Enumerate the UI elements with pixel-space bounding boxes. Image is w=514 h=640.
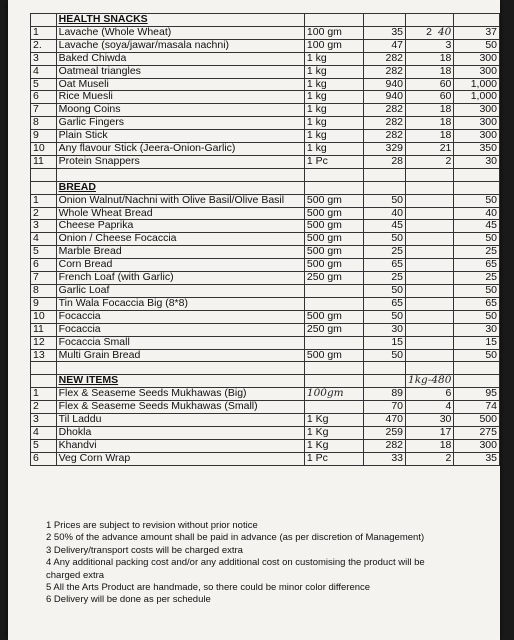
item-name: Flex & Seaseme Seeds Mukhawas (Small) — [56, 401, 304, 414]
item-total: 50 — [454, 39, 500, 52]
item-quantity: 1 kg — [304, 130, 363, 143]
empty-cell — [31, 362, 57, 375]
item-name: Baked Chiwda — [56, 52, 304, 65]
item-extra-value: 18 — [439, 52, 452, 64]
table-row — [31, 26, 500, 39]
item-extra-value: 18 — [439, 103, 452, 116]
item-total: 300 — [454, 104, 500, 117]
item-price: 940 — [364, 78, 406, 91]
section-title: BREAD — [56, 181, 304, 194]
empty-cell — [31, 14, 57, 27]
item-price: 282 — [364, 439, 406, 452]
item-extra — [406, 323, 454, 336]
item-number: 8 — [31, 285, 57, 298]
item-extra-value: 18 — [439, 439, 452, 451]
terms-notes — [46, 520, 486, 607]
item-name: Focaccia Small — [56, 336, 304, 349]
note-1: 1 Prices are subject to revision without prior notice — [46, 520, 258, 531]
empty-cell — [364, 14, 406, 27]
item-quantity: 1 Kg — [304, 426, 363, 439]
item-name: Focaccia — [56, 323, 304, 336]
item-number: 2. — [31, 39, 57, 52]
empty-cell — [304, 362, 363, 375]
item-name: Onion Walnut/Nachni with Olive Basil/Olive Basil — [56, 194, 304, 207]
item-number: 4 — [31, 426, 57, 439]
note-2: 2 50% of the advance amount shall be paid in advance (as per discretion of Management) — [46, 532, 425, 544]
item-number: 9 — [31, 130, 57, 143]
table-row — [31, 452, 500, 465]
price-table — [30, 13, 500, 466]
note-4-continued: charged extra — [46, 569, 105, 581]
item-total: 1,000 — [454, 91, 500, 104]
note-3: 3 Delivery/transport costs will be charged extra — [46, 544, 243, 556]
item-total: 1,000 — [454, 78, 500, 91]
section-title: NEW ITEMS — [56, 375, 304, 388]
table-row — [31, 259, 500, 272]
empty-cell — [304, 375, 363, 388]
item-price: 47 — [364, 39, 406, 52]
item-number: 10 — [31, 143, 57, 156]
item-name: Lavache (Whole Wheat) — [56, 26, 304, 39]
item-extra-value: 6 — [445, 387, 452, 400]
table-row — [31, 285, 500, 298]
empty-cell — [364, 375, 406, 388]
item-name: Whole Wheat Bread — [56, 207, 304, 220]
item-extra — [406, 285, 454, 298]
item-quantity — [304, 401, 363, 414]
empty-cell — [304, 181, 363, 194]
item-number: 3 — [31, 414, 57, 427]
item-extra — [406, 78, 454, 91]
table-row — [31, 91, 500, 104]
item-number: 3 — [31, 52, 57, 65]
item-quantity: 1 Kg — [304, 439, 363, 452]
table-row — [31, 143, 500, 156]
item-total: 74 — [454, 401, 500, 414]
item-quantity: 1 Pc — [304, 452, 363, 465]
item-number: 12 — [31, 336, 57, 349]
item-quantity: 100 gm — [304, 26, 363, 39]
item-price: 45 — [364, 220, 406, 233]
item-name: Dhokla — [56, 426, 304, 439]
item-total: 45 — [454, 220, 500, 233]
item-extra — [406, 130, 454, 143]
item-quantity: 100 gm — [304, 39, 363, 52]
item-total: 30 — [454, 155, 500, 168]
item-name: Tin Wala Focaccia Big (8*8) — [56, 297, 304, 310]
item-price: 470 — [364, 414, 406, 427]
item-number: 6 — [31, 452, 57, 465]
item-total: 25 — [454, 246, 500, 259]
table-row — [31, 207, 500, 220]
spacer-row — [31, 362, 500, 375]
empty-cell — [56, 362, 304, 375]
item-extra — [406, 426, 454, 439]
item-extra-value: 60 — [439, 90, 452, 103]
item-quantity: 500 gm — [304, 220, 363, 233]
item-total: 300 — [454, 130, 500, 143]
item-quantity — [304, 336, 363, 349]
item-price: 329 — [364, 143, 406, 156]
item-extra-value: 60 — [439, 78, 452, 90]
item-quantity — [304, 285, 363, 298]
note-5: 5 All the Arts Product are handmade, so there could be minor color difference — [46, 582, 371, 594]
empty-cell — [31, 168, 57, 181]
item-extra — [406, 233, 454, 246]
item-name: Marble Bread — [56, 246, 304, 259]
item-name: Oat Museli — [56, 78, 304, 91]
table-row — [31, 78, 500, 91]
empty-cell — [406, 362, 454, 375]
table-row — [31, 246, 500, 259]
table-row — [31, 272, 500, 285]
item-name: Any flavour Stick (Jeera-Onion-Garlic) — [56, 143, 304, 156]
empty-cell — [364, 168, 406, 181]
item-total: 95 — [454, 388, 500, 401]
item-extra — [406, 414, 454, 427]
item-extra — [406, 65, 454, 78]
item-number: 1 — [31, 26, 57, 39]
item-total: 500 — [454, 414, 500, 427]
empty-cell — [406, 375, 454, 388]
item-number: 5 — [31, 246, 57, 259]
item-total: 40 — [454, 207, 500, 220]
item-name: Garlic Loaf — [56, 285, 304, 298]
item-number: 7 — [31, 272, 57, 285]
table-row — [31, 104, 500, 117]
item-number: 1 — [31, 194, 57, 207]
item-price: 50 — [364, 349, 406, 362]
item-price: 940 — [364, 91, 406, 104]
item-total: 275 — [454, 426, 500, 439]
item-number: 5 — [31, 78, 57, 91]
item-price: 50 — [364, 233, 406, 246]
item-quantity: 500 gm — [304, 349, 363, 362]
item-extra-value: 18 — [439, 116, 452, 129]
item-extra-value: 17 — [439, 426, 452, 438]
item-quantity: 1 Kg — [304, 414, 363, 427]
table-row — [31, 39, 500, 52]
table-row — [31, 220, 500, 233]
item-price: 50 — [364, 194, 406, 207]
item-number: 5 — [31, 439, 57, 452]
item-extra — [406, 297, 454, 310]
item-total: 35 — [454, 452, 500, 465]
item-name: Focaccia — [56, 310, 304, 323]
item-extra — [406, 439, 454, 452]
item-price: 28 — [364, 155, 406, 168]
table-row — [31, 349, 500, 362]
table-row — [31, 194, 500, 207]
item-number: 11 — [31, 323, 57, 336]
table-row — [31, 233, 500, 246]
item-extra-value: 30 — [439, 413, 452, 426]
empty-cell — [56, 168, 304, 181]
item-quantity: 1 kg — [304, 65, 363, 78]
item-quantity: 500 gm — [304, 310, 363, 323]
item-extra — [406, 259, 454, 272]
section-header-row — [31, 14, 500, 27]
item-extra — [406, 336, 454, 349]
empty-cell — [31, 181, 57, 194]
item-number: 1 — [31, 388, 57, 401]
item-quantity: 1 kg — [304, 104, 363, 117]
table-row — [31, 323, 500, 336]
item-quantity: 1 kg — [304, 52, 363, 65]
item-price: 282 — [364, 52, 406, 65]
item-extra — [406, 104, 454, 117]
item-total: 65 — [454, 297, 500, 310]
item-name: French Loaf (with Garlic) — [56, 272, 304, 285]
item-quantity: 500 gm — [304, 207, 363, 220]
item-number: 4 — [31, 65, 57, 78]
item-total: 50 — [454, 285, 500, 298]
item-extra — [406, 155, 454, 168]
item-number: 4 — [31, 233, 57, 246]
item-extra — [406, 194, 454, 207]
item-extra — [406, 117, 454, 130]
item-extra-value: 2 — [445, 452, 452, 464]
item-price: 282 — [364, 117, 406, 130]
table-row — [31, 388, 500, 401]
item-name: Flex & Seaseme Seeds Mukhawas (Big) — [56, 388, 304, 401]
table-row — [31, 297, 500, 310]
table-row — [31, 65, 500, 78]
item-name: Onion / Cheese Focaccia — [56, 233, 304, 246]
item-number: 13 — [31, 349, 57, 362]
table-row — [31, 336, 500, 349]
empty-cell — [406, 14, 454, 27]
item-name: Til Laddu — [56, 414, 304, 427]
item-quantity: 500 gm — [304, 194, 363, 207]
handwritten-note: 40 — [438, 25, 452, 38]
empty-cell — [454, 375, 500, 388]
price-list-sheet — [8, 0, 500, 640]
item-quantity: 1 kg — [304, 143, 363, 156]
empty-cell — [454, 181, 500, 194]
item-price: 35 — [364, 26, 406, 39]
section-header-row — [31, 181, 500, 194]
item-price: 282 — [364, 130, 406, 143]
table-row — [31, 310, 500, 323]
item-number: 8 — [31, 117, 57, 130]
item-price: 70 — [364, 401, 406, 414]
item-number: 2 — [31, 401, 57, 414]
item-extra — [406, 91, 454, 104]
empty-cell — [304, 14, 363, 27]
item-name: Corn Bread — [56, 259, 304, 272]
item-quantity: 500 gm — [304, 246, 363, 259]
item-price: 65 — [364, 297, 406, 310]
item-name: Garlic Fingers — [56, 117, 304, 130]
item-name: Moong Coins — [56, 104, 304, 117]
item-extra — [406, 143, 454, 156]
item-number: 3 — [31, 220, 57, 233]
item-name: Rice Muesli — [56, 91, 304, 104]
item-name: Cheese Paprika — [56, 220, 304, 233]
item-number: 10 — [31, 310, 57, 323]
item-total: 15 — [454, 336, 500, 349]
item-total: 65 — [454, 259, 500, 272]
table-row — [31, 130, 500, 143]
item-price: 25 — [364, 272, 406, 285]
item-name: Multi Grain Bread — [56, 349, 304, 362]
item-total: 50 — [454, 349, 500, 362]
table-row — [31, 401, 500, 414]
item-name: Khandvi — [56, 439, 304, 452]
item-extra — [406, 246, 454, 259]
item-price: 25 — [364, 246, 406, 259]
item-extra — [406, 452, 454, 465]
item-name: Lavache (soya/jawar/masala nachni) — [56, 39, 304, 52]
item-total: 300 — [454, 65, 500, 78]
item-extra-value: 18 — [439, 65, 452, 77]
item-price: 282 — [364, 65, 406, 78]
table-row — [31, 426, 500, 439]
item-number: 9 — [31, 297, 57, 310]
item-price: 50 — [364, 285, 406, 298]
item-extra — [406, 401, 454, 414]
item-price: 65 — [364, 259, 406, 272]
item-extra — [406, 388, 454, 401]
empty-cell — [454, 14, 500, 27]
note-6: 6 Delivery will be done as per schedule — [46, 594, 211, 606]
item-name: Protein Snappers — [56, 155, 304, 168]
item-quantity — [304, 297, 363, 310]
item-price: 15 — [364, 336, 406, 349]
table-row — [31, 155, 500, 168]
empty-cell — [454, 362, 500, 375]
item-number: 11 — [31, 155, 57, 168]
item-price: 282 — [364, 104, 406, 117]
item-price: 33 — [364, 452, 406, 465]
item-quantity: 1 kg — [304, 78, 363, 91]
item-total: 300 — [454, 52, 500, 65]
item-quantity: 1 Pc — [304, 155, 363, 168]
empty-cell — [406, 168, 454, 181]
item-extra — [406, 52, 454, 65]
item-extra-value: 21 — [439, 142, 452, 155]
spacer-row — [31, 168, 500, 181]
section-title: HEALTH SNACKS — [56, 14, 304, 27]
item-extra — [406, 207, 454, 220]
table-row — [31, 439, 500, 452]
item-extra-value: 2 — [445, 155, 452, 167]
empty-cell — [454, 168, 500, 181]
item-price: 259 — [364, 426, 406, 439]
item-extra — [406, 26, 454, 39]
item-total: 30 — [454, 323, 500, 336]
empty-cell — [304, 168, 363, 181]
item-price: 89 — [364, 388, 406, 401]
item-price: 50 — [364, 310, 406, 323]
handwritten-note: 1kg-480 — [408, 374, 452, 387]
item-quantity: 250 gm — [304, 272, 363, 285]
empty-cell — [406, 181, 454, 194]
item-total: 350 — [454, 143, 500, 156]
item-quantity: 500 gm — [304, 259, 363, 272]
item-total: 37 — [454, 26, 500, 39]
item-extra — [406, 220, 454, 233]
empty-cell — [31, 375, 57, 388]
item-total: 25 — [454, 272, 500, 285]
empty-cell — [364, 362, 406, 375]
item-extra — [406, 310, 454, 323]
item-total: 300 — [454, 117, 500, 130]
item-price: 30 — [364, 323, 406, 336]
item-extra — [406, 349, 454, 362]
item-extra-value: 18 — [439, 129, 452, 142]
item-name: Plain Stick — [56, 130, 304, 143]
item-total: 50 — [454, 310, 500, 323]
item-quantity: 500 gm — [304, 233, 363, 246]
item-extra — [406, 39, 454, 52]
table-row — [31, 414, 500, 427]
section-header-row — [31, 375, 500, 388]
item-total: 50 — [454, 233, 500, 246]
item-name: Oatmeal triangles — [56, 65, 304, 78]
item-name: Veg Corn Wrap — [56, 452, 304, 465]
table-row — [31, 117, 500, 130]
item-price: 40 — [364, 207, 406, 220]
item-quantity: 1 kg — [304, 91, 363, 104]
item-quantity: 1 kg — [304, 117, 363, 130]
empty-cell — [364, 181, 406, 194]
item-quantity: 100gm — [304, 388, 363, 401]
item-total: 50 — [454, 194, 500, 207]
item-extra-value: 4 — [445, 400, 452, 413]
item-extra-value: 3 — [445, 39, 452, 51]
item-number: 6 — [31, 91, 57, 104]
item-extra-value: 2 — [426, 25, 432, 38]
note-4: 4 Any additional packing cost and/or any additional cost on customising the product will be — [46, 557, 425, 569]
table-row — [31, 52, 500, 65]
item-number: 2 — [31, 207, 57, 220]
item-quantity: 250 gm — [304, 323, 363, 336]
item-number: 6 — [31, 259, 57, 272]
item-extra — [406, 272, 454, 285]
item-total: 300 — [454, 439, 500, 452]
item-number: 7 — [31, 104, 57, 117]
